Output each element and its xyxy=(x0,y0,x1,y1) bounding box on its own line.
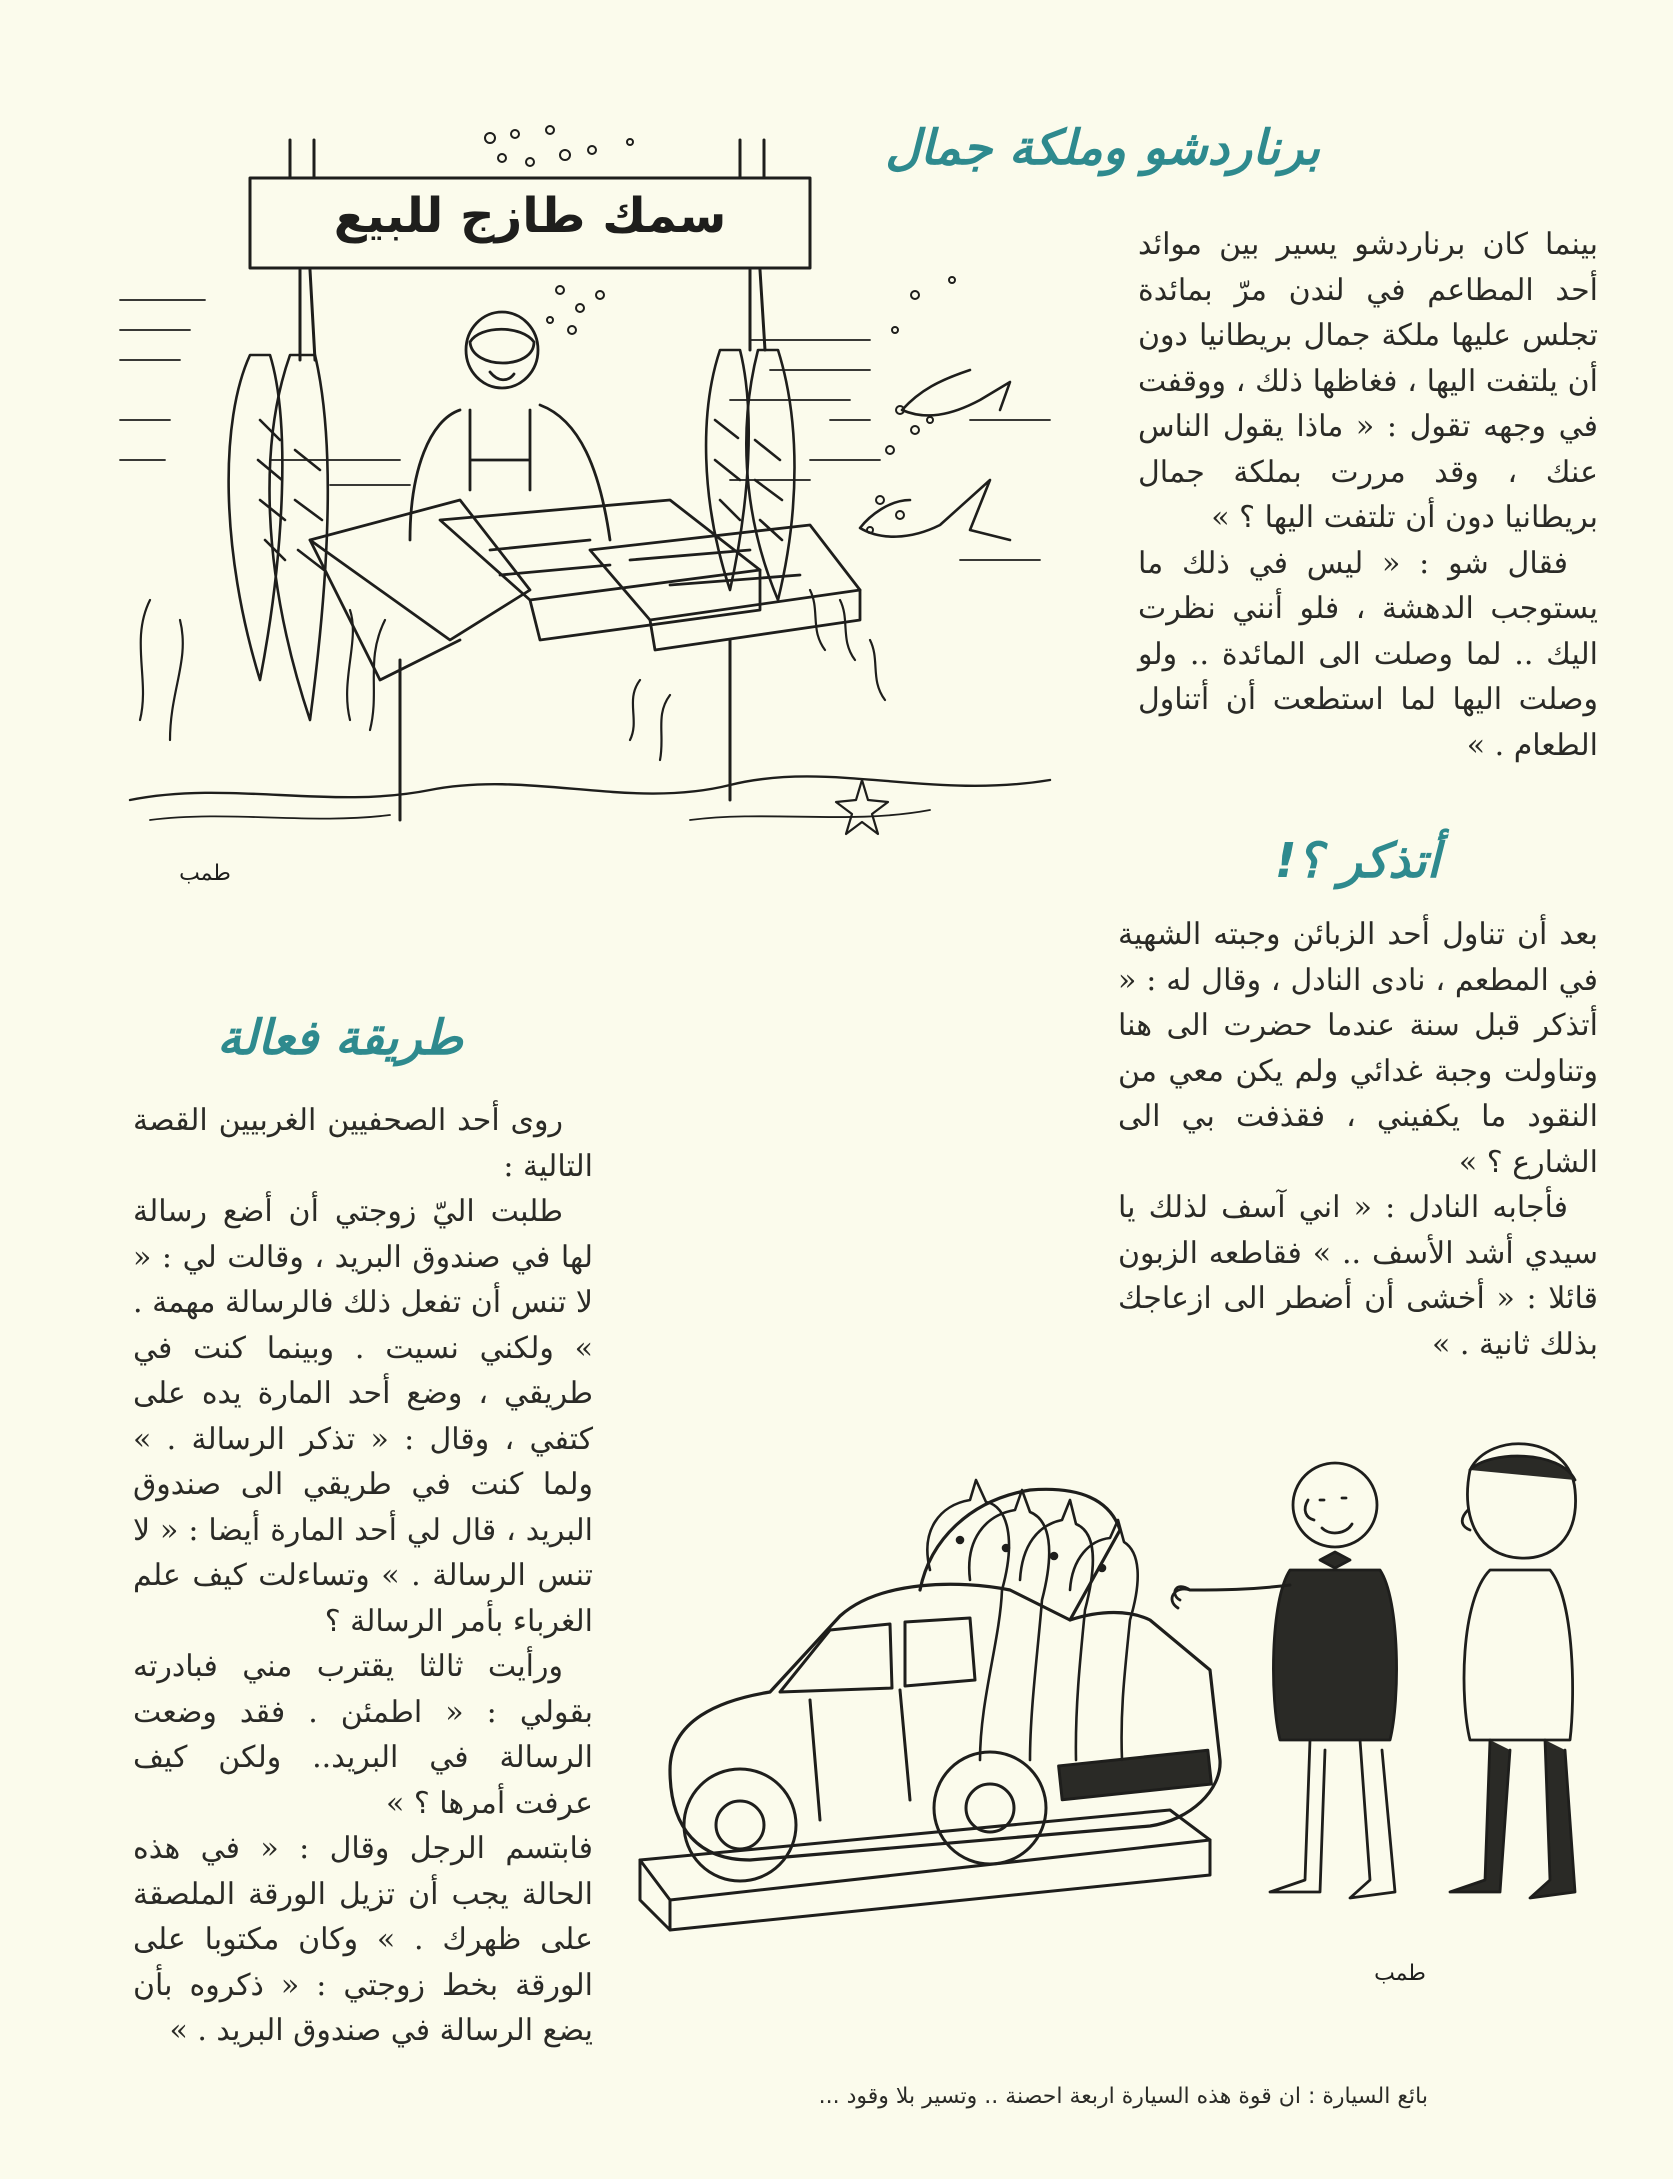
article-paragraph: روى أحد الصحفيين الغربيين القصة التالية : xyxy=(133,1103,593,1184)
fish-crates xyxy=(310,500,860,680)
seaweed xyxy=(140,590,885,760)
fish-sign-text: سمك طازج للبيع xyxy=(333,188,727,244)
car-horses-illustration xyxy=(630,1440,1590,2040)
customer-figure xyxy=(1450,1444,1576,1898)
article-paragraph: فابتسم الرجل وقال : « في هذه الحالة يجب أن تزيل الورقة الملصقة على ظهرك . » وكان مكتوبا على الورقة بخط زوجتي : « ذكروه بأن يضع الرسالة في صندوق البريد . » xyxy=(133,1831,593,2048)
article-body-effective-way xyxy=(133,1098,593,2054)
article-title-shaw: برناردشو وملكة جمال xyxy=(885,120,1320,176)
article-paragraph: فأجابه النادل : « اني آسف لذلك يا سيدي أشد الأسف .. » فقاطعه الزبون قائلا : « أخشى أن أضطر الى ازعاجك بذلك ثانية . » xyxy=(1118,1190,1598,1362)
fish-cartoon-signature: طمب xyxy=(179,861,231,886)
article-body-remember xyxy=(1118,912,1598,1367)
car-cartoon-signature: طمب xyxy=(1374,1961,1426,1986)
article-paragraph: بعد أن تناول أحد الزبائن وجبته الشهية في المطعم ، نادى النادل ، وقال له : « أتذكر قبل سنة عندما حضرت الى هنا وتناولت وجبة غدائي ولم يكن معي من النقود ما يكفيني ، فقذفت بي الى الشارع ؟ » xyxy=(1118,917,1598,1180)
car-salesman-cartoon xyxy=(630,1440,1590,2040)
article-paragraph: طلبت اليّ زوجتي أن أضع رسالة لها في صندوق البريد ، وقالت لي : « لا تنس أن تفعل ذلك فالرسالة مهمة . » ولكني نسيت . وبينما كنت في طريقي ، وضع أحد المارة يده على كتفي ، وقال : « تذكر الرسالة . » ولما كنت في طريقي الى صندوق البريد ، قال لي أحد المارة أيضا : « لا تنس الرسالة . » وتساءلت كيف علم الغرباء بأمر الرسالة ؟ xyxy=(133,1194,593,1639)
article-paragraph: بينما كان برناردشو يسير بين موائد أحد المطاعم في لندن مرّ بمائدة تجلس عليها ملكة جمال بريطانيا دون أن يلتفت اليها ، فغاظها ذلك ، ووقفت في وجهه تقول : « ماذا يقول الناس عنك ، وقد مررت بملكة جمال بريطانيا دون أن تلتفت اليها ؟ » xyxy=(1138,227,1598,535)
article-title-remember: أتذكر ؟! xyxy=(1274,833,1440,889)
car-cartoon-caption: بائع السيارة : ان قوة هذه السيارة اربعة احصنة .. وتسير بلا وقود ... xyxy=(818,2084,1428,2109)
article-paragraph: فقال شو : « ليس في ذلك ما يستوجب الدهشة ، فلو أنني نظرت اليك .. لما وصلت الى المائدة .. ولو وصلت اليها لما استطعت أن أتناول الطعام . » xyxy=(1138,545,1598,763)
article-paragraph: ورأيت ثالثا يقترب مني فبادرته بقولي : « اطمئن . فقد وضعت الرسالة في البريد.. ولكن كيف عرفت أمرها ؟ » xyxy=(133,1649,593,1821)
salesman-figure xyxy=(1172,1463,1397,1898)
article-title-effective-way: طريقة فعالة xyxy=(217,1010,463,1066)
fish-market-cartoon xyxy=(110,120,1070,900)
hanging-fish-left xyxy=(229,355,328,720)
article-body-shaw xyxy=(1138,222,1598,768)
